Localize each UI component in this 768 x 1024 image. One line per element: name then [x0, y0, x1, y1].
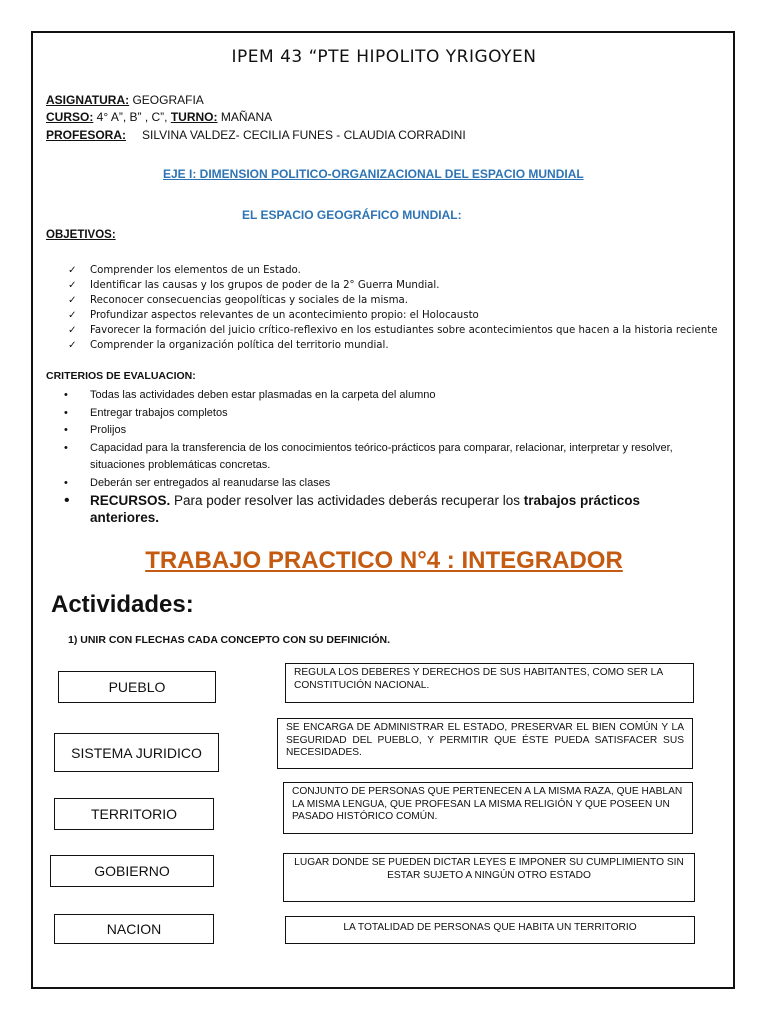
turno-label: TURNO: — [170, 110, 218, 124]
curso-value: 4° A”, B” , C”, — [93, 110, 171, 124]
definition-box-4[interactable]: LUGAR DONDE SE PUEDEN DICTAR LEYES E IMPONER SU CUMPLIMIENTO SIN ESTAR SUJETO A NINGÚN OTRO ESTADO — [283, 853, 695, 902]
school-title: IPEM 43 “PTE HIPOLITO YRIGOYEN — [231, 47, 537, 67]
objetivos-list — [68, 263, 718, 353]
curso-label: CURSO: — [46, 110, 94, 124]
recursos-item — [64, 492, 700, 526]
list-item: ✓ Comprender la organización política del territorio mundial. — [68, 340, 389, 351]
definition-box-2[interactable]: SE ENCARGA DE ADMINISTRAR EL ESTADO, PRESERVAR EL BIEN COMÚN Y LA SEGURIDAD DEL PUEBLO, Y PERMITIR QUE ÉSTE PUEDA SATISFACER SUS NECESIDADES. — [277, 718, 693, 769]
list-item: • Prolijos — [64, 422, 730, 440]
bullet-icon: • — [64, 476, 68, 489]
check-icon: ✓ — [68, 295, 77, 306]
concept-box-sistema-juridico[interactable]: SISTEMA JURIDICO — [54, 733, 219, 772]
concept-box-pueblo[interactable]: PUEBLO — [58, 671, 216, 703]
bullet-icon: • — [64, 424, 68, 436]
check-icon: ✓ — [68, 310, 77, 321]
asignatura-value: GEOGRAFIA — [129, 93, 204, 107]
curso-line — [46, 110, 272, 124]
turno-value: MAÑANA — [217, 110, 273, 124]
check-icon: ✓ — [68, 325, 77, 336]
profesora-line — [46, 128, 466, 142]
profesora-value: SILVINA VALDEZ- CECILIA FUNES - CLAUDIA CORRADINI — [142, 128, 466, 142]
tp-title: TRABAJO PRACTICO N°4 : INTEGRADOR — [145, 547, 623, 574]
bullet-icon: • — [64, 492, 70, 509]
objetivos-label: OBJETIVOS: — [46, 229, 116, 241]
recursos-text: RECURSOS. Para poder resolver las actividades deberás recuperar los trabajos prácticos anteriores. — [90, 493, 640, 525]
list-item: ✓ Favorecer la formación del juicio crítico-reflexivo en los estudiantes sobre acontecimientos que hacen a la historia reciente — [68, 325, 718, 336]
actividades-heading: Actividades: — [51, 591, 194, 618]
definition-box-5[interactable]: LA TOTALIDAD DE PERSONAS QUE HABITA UN TERRITORIO — [285, 916, 695, 944]
bullet-icon: • — [64, 406, 68, 419]
question-1: 1) UNIR CON FLECHAS CADA CONCEPTO CON SU DEFINICIÓN. — [68, 634, 391, 646]
list-item: ✓ Identificar las causas y los grupos de poder de la 2° Guerra Mundial. — [68, 280, 440, 291]
check-icon: ✓ — [68, 265, 77, 276]
asignatura-line — [46, 93, 204, 107]
check-icon: ✓ — [68, 280, 77, 291]
criterios-list — [64, 387, 730, 492]
eje-heading: EJE I: DIMENSION POLITICO-ORGANIZACIONAL DEL ESPACIO MUNDIAL — [163, 167, 584, 181]
check-icon: ✓ — [68, 340, 77, 351]
list-item: • Todas las actividades deben estar plasmadas en la carpeta del alumno — [64, 387, 730, 405]
list-item: • Capacidad para la transferencia de los conocimientos teórico-prácticos para comparar, relacionar, interpretar y resolver, situaciones problemáticas concretas. — [64, 440, 730, 475]
list-item: ✓ Reconocer consecuencias geopolíticas y sociales de la misma. — [68, 295, 408, 306]
asignatura-label: ASIGNATURA: — [46, 93, 130, 107]
concept-box-nacion[interactable]: NACION — [54, 914, 214, 944]
profesora-label: PROFESORA: — [46, 128, 127, 142]
criterios-label: CRITERIOS DE EVALUACION: — [46, 370, 196, 382]
bullet-icon: • — [64, 441, 68, 454]
list-item: ✓ Comprender los elementos de un Estado. — [68, 265, 301, 276]
concept-box-territorio[interactable]: TERRITORIO — [54, 798, 214, 830]
concept-box-gobierno[interactable]: GOBIERNO — [50, 855, 214, 887]
bullet-icon: • — [64, 389, 68, 401]
definition-box-3[interactable]: CONJUNTO DE PERSONAS QUE PERTENECEN A LA MISMA RAZA, QUE HABLAN LA MISMA LENGUA, QUE PROFESAN LA MISMA RELIGIÓN Y QUE POSEEN UN PASADO HISTÓRICO COMÚN. — [283, 782, 693, 834]
espacio-heading: EL ESPACIO GEOGRÁFICO MUNDIAL: — [242, 208, 462, 222]
definition-box-1[interactable]: REGULA LOS DEBERES Y DERECHOS DE SUS HABITANTES, COMO SER LA CONSTITUCIÓN NACIONAL. — [285, 663, 694, 703]
list-item: • Deberán ser entregados al reanudarse las clases — [64, 475, 730, 493]
list-item: • Entregar trabajos completos — [64, 405, 730, 423]
list-item: ✓ Profundizar aspectos relevantes de un acontecimiento propio: el Holocausto — [68, 310, 479, 321]
